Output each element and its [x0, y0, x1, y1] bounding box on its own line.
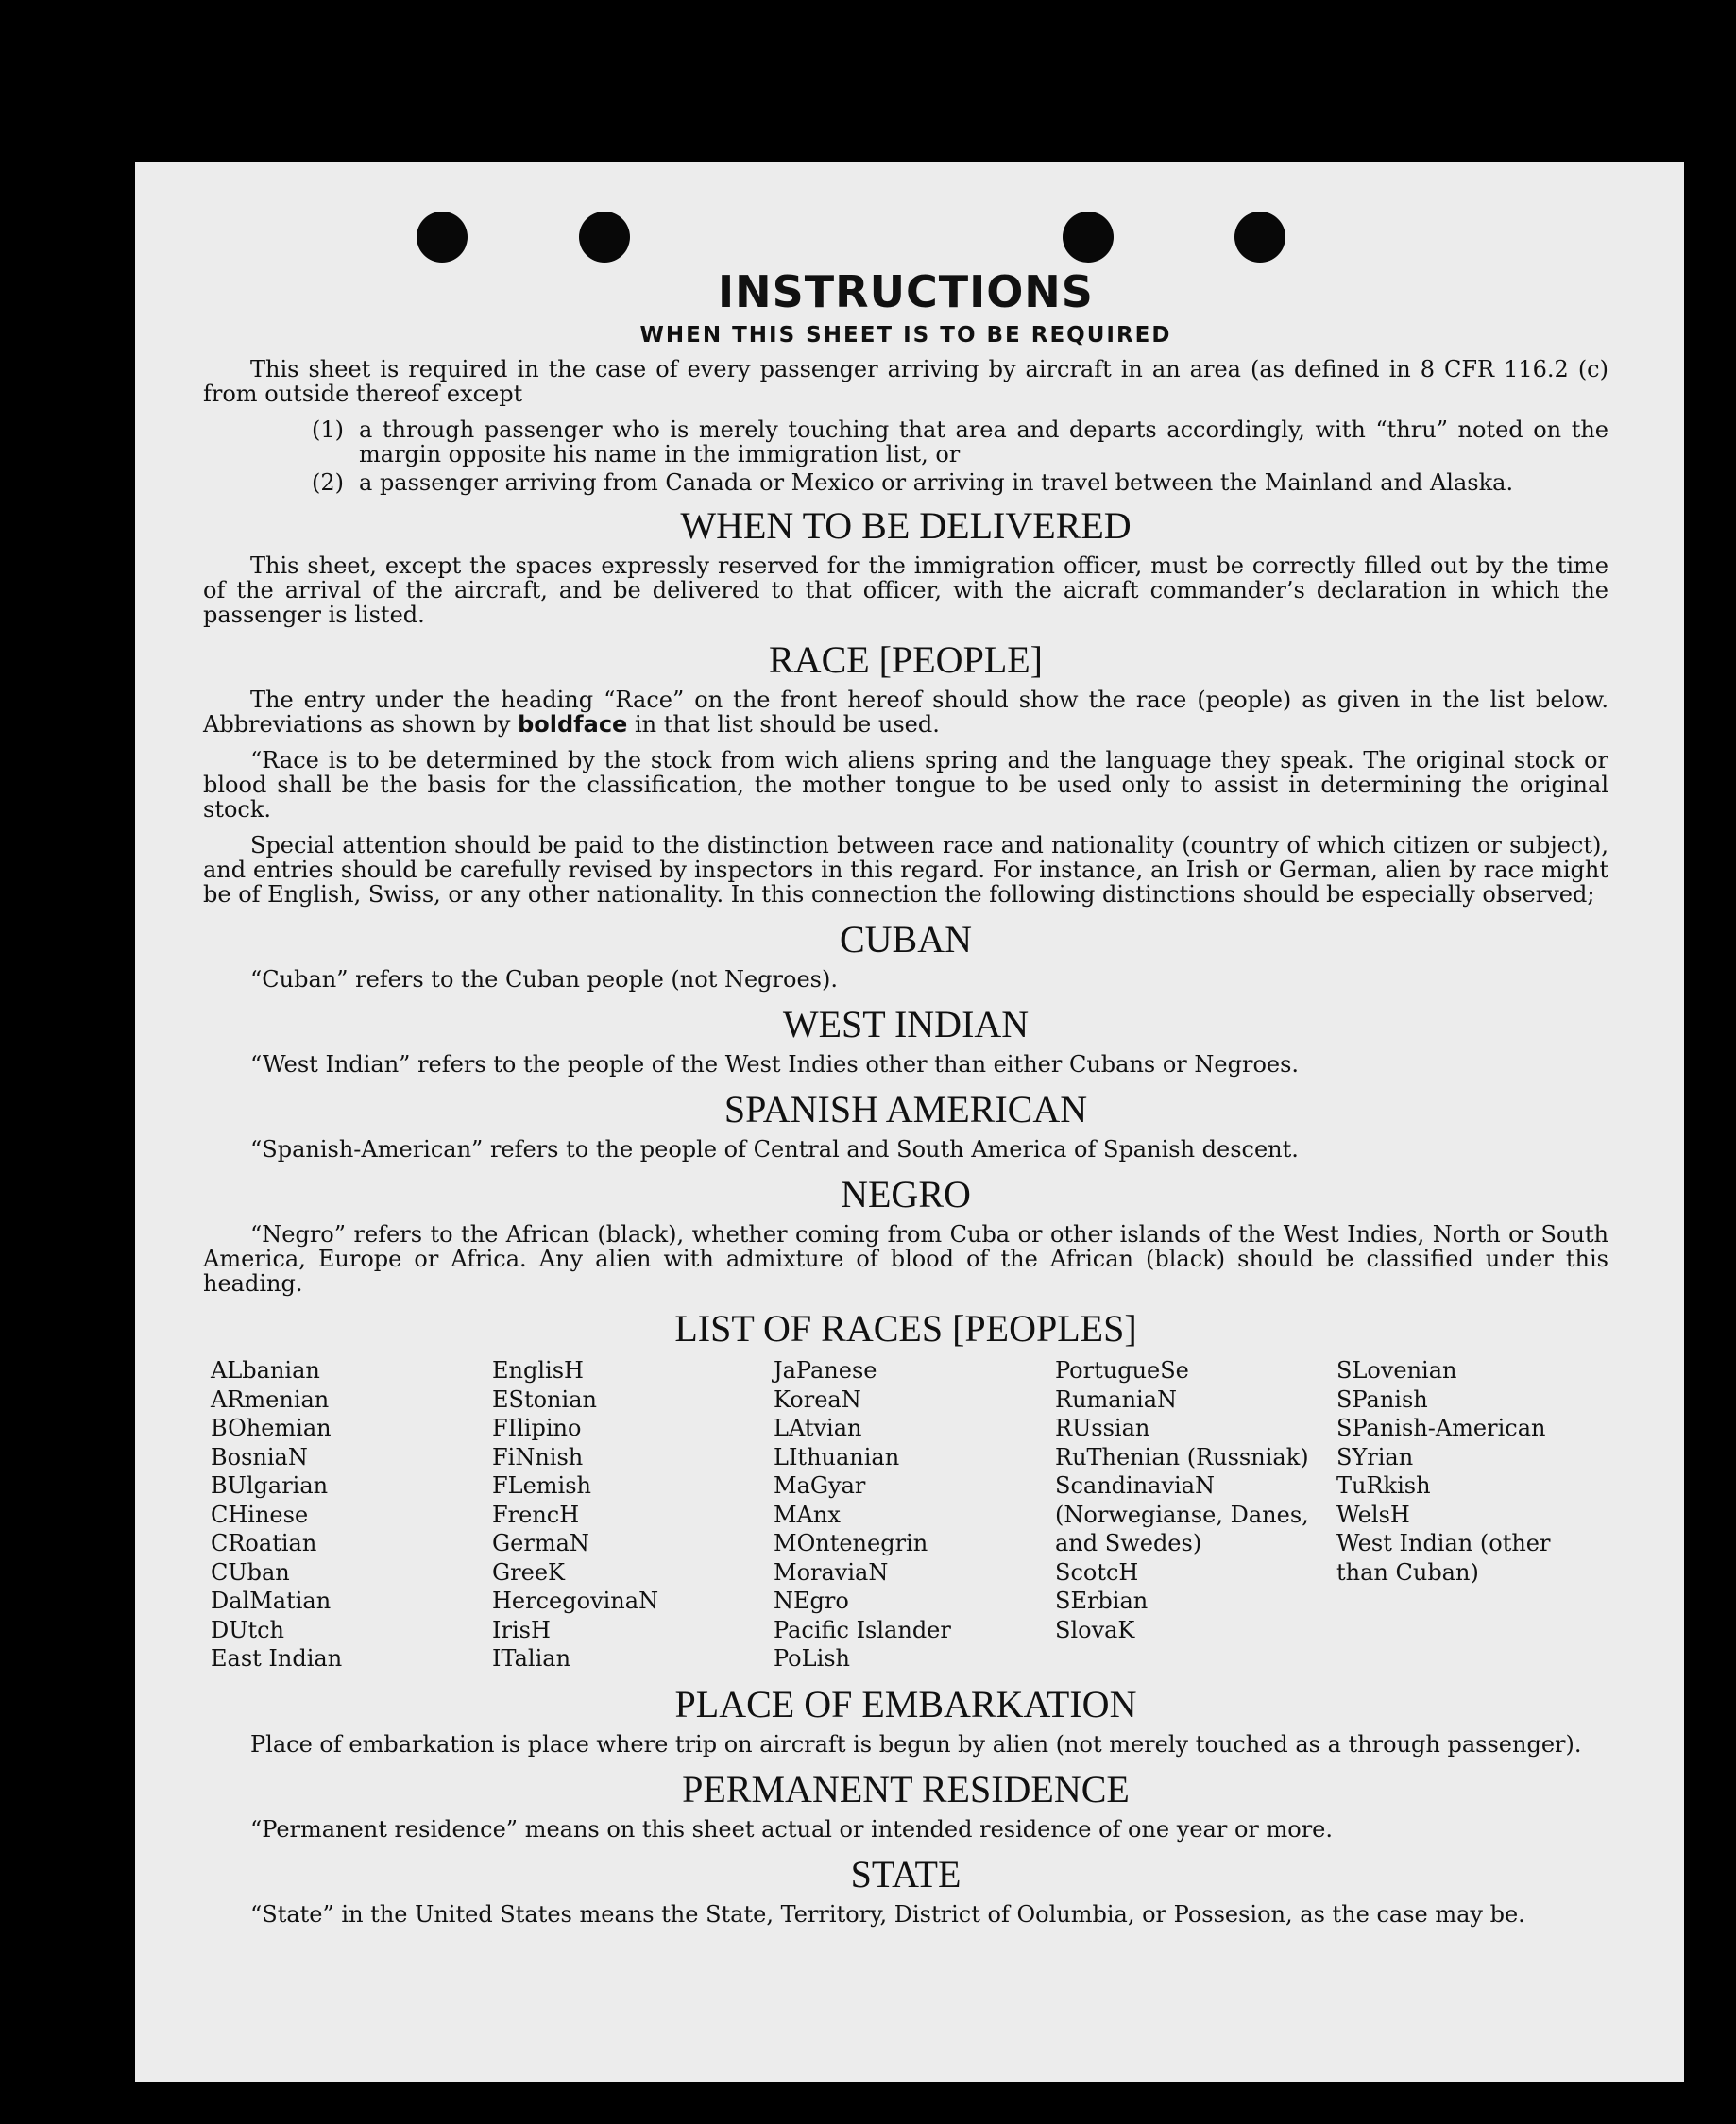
race-p1-end: in that list should be used.: [627, 711, 940, 738]
spanish-american-text: “Spanish-American” refers to the people of Central and South America of Spanish descent.: [250, 1136, 1299, 1163]
race-entry: RUssian: [1055, 1415, 1150, 1441]
race-entry: CHinese: [211, 1501, 309, 1528]
required-intro: This sheet is required in the case of every passenger arriving by aircraft in an area (as defined in 8 CFR 116.2 (c) from outside thereof except: [203, 356, 1608, 407]
races-column: [492, 1356, 764, 1674]
exception-item: [203, 470, 1608, 495]
race-entry: BOhemian: [211, 1415, 332, 1441]
heading-negro: NEGRO: [841, 1173, 971, 1215]
race-entry: GreeK: [492, 1558, 565, 1586]
race-entry: FrencH: [492, 1501, 580, 1528]
race-entry: HercegovinaN: [492, 1588, 659, 1614]
exception-text: a passenger arriving from Canada or Mexico or arriving in travel between the Mainland and Alaska.: [359, 469, 1514, 496]
race-entry: EStonian: [492, 1385, 597, 1413]
section-subtitle-required: WHEN THIS SHEET IS TO BE REQUIRED: [639, 323, 1172, 348]
race-entry: IrisH: [492, 1616, 551, 1643]
race-entry: ScandinaviaN (Norwegianse, Danes, and Swedes): [1055, 1472, 1309, 1556]
race-entry: BosniaN: [211, 1443, 308, 1470]
heading-spanish-american: SPANISH AMERICAN: [723, 1088, 1088, 1130]
race-entry: CUban: [211, 1558, 290, 1586]
heading-west-indian: WEST INDIAN: [782, 1003, 1030, 1045]
exception-text: a through passenger who is merely touching that area and departs accordingly, with “thru” noted on the margin opposite his name in the immigration list, or: [359, 416, 1608, 467]
negro-text: “Negro” refers to the African (black), whether coming from Cuba or other islands of the West Indies, North or South America, Europe or Africa. Any alien with admixture of blood of the African (black) should be classified under this heading.: [203, 1221, 1608, 1297]
race-entry: MAnx: [774, 1501, 841, 1528]
state-text: “State” in the United States means the State, Territory, District of Oolumbia, or Possesion, as the case may be.: [250, 1900, 1525, 1928]
race-entry: FiNnish: [492, 1443, 584, 1470]
cuban-text: “Cuban” refers to the Cuban people (not Negroes).: [250, 966, 838, 993]
page-title: INSTRUCTIONS: [718, 266, 1094, 317]
exception-item: [203, 417, 1608, 467]
race-entry: MoraviaN: [774, 1558, 889, 1586]
exception-number: (1): [312, 416, 344, 443]
residence-text: “Permanent residence” means on this sheet actual or intended residence of one year or more.: [250, 1815, 1333, 1843]
punch-hole-1: [417, 212, 468, 263]
races-column: [1336, 1356, 1608, 1674]
race-entry: West Indian (other than Cuban): [1336, 1530, 1551, 1586]
race-entry: SPanish: [1336, 1385, 1428, 1413]
race-entry: SPanish-American: [1336, 1415, 1546, 1441]
race-entry: SYrian: [1336, 1443, 1414, 1470]
race-paragraph-2: “Race is to be determined by the stock from wich aliens spring and the language they speak. The original stock or blood shall be the basis for the classification, the mother tongue to be used only to assist in determining the original stock.: [203, 747, 1608, 823]
race-entry: ITalian: [492, 1645, 571, 1672]
delivered-text: This sheet, except the spaces expressly reserved for the immigration officer, must be correctly filled out by the time of the arrival of the aircraft, and be delivered to that officer, with the aicraft commander’s declaration in which the passenger is listed.: [203, 552, 1608, 628]
document-sheet: [135, 162, 1684, 2082]
race-entry: BUlgarian: [211, 1472, 329, 1499]
race-entry: LIthuanian: [774, 1443, 900, 1470]
race-entry: FIlipino: [492, 1415, 582, 1441]
west-indian-text: “West Indian” refers to the people of the West Indies other than either Cubans or Negroes.: [250, 1051, 1300, 1078]
races-column: [211, 1356, 483, 1674]
race-entry: KoreaN: [774, 1385, 861, 1413]
race-entry: NEgro: [774, 1588, 849, 1614]
race-entry: PortugueSe: [1055, 1357, 1189, 1384]
race-entry: RumaniaN: [1055, 1385, 1178, 1413]
race-entry: ALbanian: [211, 1357, 320, 1384]
punch-hole-3: [1063, 212, 1114, 263]
race-entry: FLemish: [492, 1472, 591, 1499]
race-entry: DUtch: [211, 1616, 285, 1643]
heading-embarkation: PLACE OF EMBARKATION: [674, 1682, 1137, 1725]
races-list: [211, 1356, 1608, 1674]
heading-cuban: CUBAN: [839, 918, 973, 960]
races-column: [1055, 1356, 1327, 1674]
race-paragraph-1: [203, 688, 1608, 737]
race-entry: WelsH: [1336, 1501, 1410, 1528]
race-paragraph-3: Special attention should be paid to the distinction between race and nationality (country of which citizen or subject), and entries should be carefully revised by inspectors in this regard. For instance, an Irish or German, alien by race might be of English, Swiss, or any other nationality. In this connection the following distinctions should be especially observed;: [203, 832, 1608, 908]
race-entry: ScotcH: [1055, 1558, 1139, 1586]
heading-permanent-residence: PERMANENT RESIDENCE: [682, 1767, 1130, 1810]
race-entry: EnglisH: [492, 1357, 584, 1384]
race-entry: East Indian: [211, 1645, 343, 1672]
exception-number: (2): [312, 469, 344, 496]
heading-when-delivered: WHEN TO BE DELIVERED: [680, 504, 1132, 547]
race-entry: PoLish: [774, 1645, 851, 1672]
race-entry: RuThenian (Russniak): [1055, 1443, 1309, 1470]
race-entry: SLovenian: [1336, 1357, 1457, 1384]
heading-list-of-races: LIST OF RACES [PEOPLES]: [674, 1307, 1137, 1350]
boldface-word: boldface: [518, 711, 628, 738]
race-entry: GermaN: [492, 1530, 589, 1556]
race-entry: CRoatian: [211, 1530, 317, 1556]
race-entry: LAtvian: [774, 1415, 862, 1441]
race-entry: Pacific Islander: [774, 1616, 951, 1643]
race-entry: SErbian: [1055, 1588, 1149, 1614]
embarkation-text: Place of embarkation is place where trip on aircraft is begun by alien (not merely touched as a through passenger).: [250, 1730, 1582, 1758]
race-entry: SlovaK: [1055, 1616, 1135, 1643]
heading-state: STATE: [850, 1852, 962, 1895]
races-column: [774, 1356, 1046, 1674]
race-entry: JaPanese: [774, 1357, 877, 1384]
race-entry: TuRkish: [1336, 1472, 1431, 1499]
heading-race: RACE [PEOPLE]: [769, 638, 1043, 681]
race-entry: ARmenian: [211, 1385, 330, 1413]
punch-hole-2: [579, 212, 630, 263]
race-entry: MOntenegrin: [774, 1530, 928, 1556]
punch-hole-4: [1234, 212, 1285, 263]
race-entry: DalMatian: [211, 1588, 332, 1614]
race-p1-start: The entry under the heading “Race” on the front hereof should show the race (people) as given in the list below. Abbreviations as shown by: [203, 687, 1608, 738]
race-entry: MaGyar: [774, 1472, 866, 1499]
